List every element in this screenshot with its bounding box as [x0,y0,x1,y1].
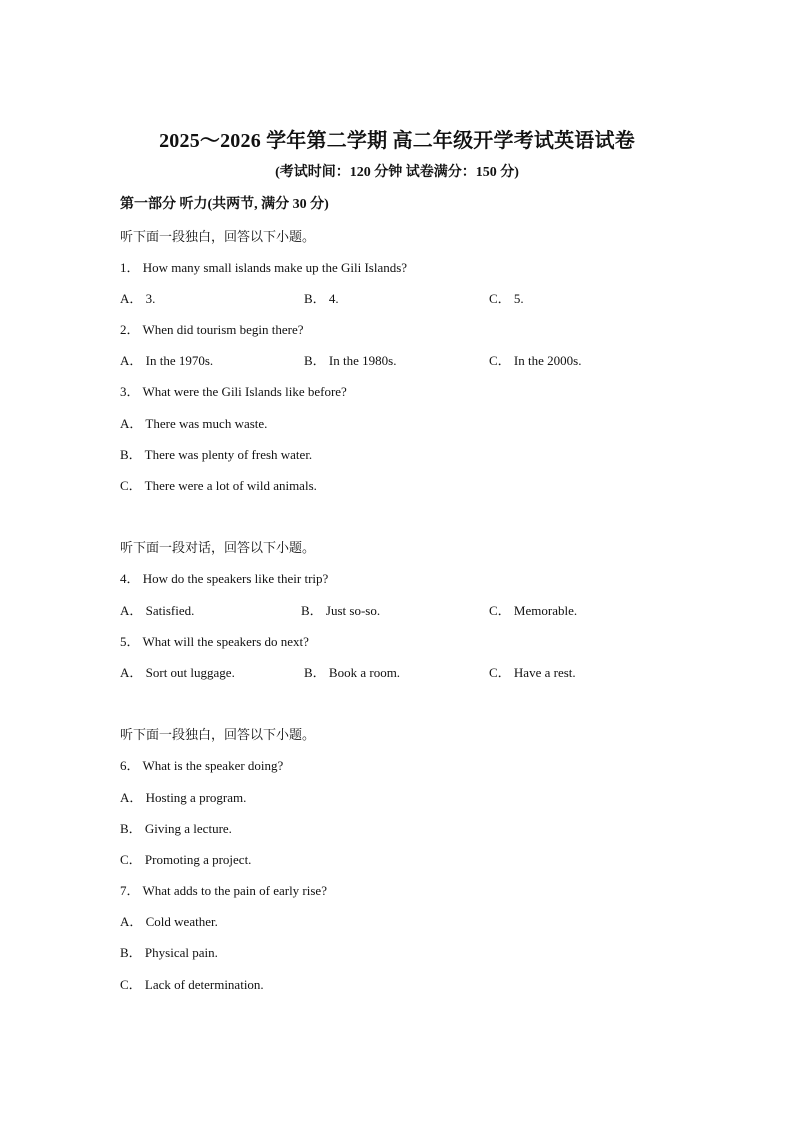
question-6-stem: 6． What is the speaker doing? [120,758,284,773]
question-7-option-b: B． Physical pain. [120,945,218,960]
question-4-option-a: A． Satisfied. [120,603,195,618]
exam-subtitle: (考试时间：120 分钟 试卷满分：150 分) [275,165,519,180]
question-7-option-a: A． Cold weather. [120,914,218,929]
question-4-stem: 4． How do the speakers like their trip? [120,571,329,586]
question-2-option-b: B． In the 1980s. [304,353,397,368]
question-3-option-c: C． There were a lot of wild animals. [120,478,317,493]
question-1-stem: 1． How many small islands make up the Gili Islands? [120,260,408,275]
question-5-option-b: B． Book a room. [304,665,401,680]
question-5-option-c: C． Have a rest. [489,665,576,680]
question-4-option-b: B． Just so-so. [301,603,381,618]
question-1-option-a: A． 3. [120,291,156,306]
question-6-option-b: B． Giving a lecture. [120,821,232,836]
question-6-option-c: C． Promoting a project. [120,852,252,867]
section-heading: 第一部分 听力(共两节, 满分 30 分) [120,197,329,212]
question-3-option-a: A． There was much waste. [120,416,268,431]
question-5-stem: 5． What will the speakers do next? [120,634,309,649]
question-7-option-c: C． Lack of determination. [120,977,264,992]
question-4-option-c: C． Memorable. [489,603,578,618]
question-2-option-c: C． In the 2000s. [489,353,582,368]
question-2-stem: 2． When did tourism begin there? [120,322,304,337]
group-2-intro: 听下面一段对话，回答以下小题。 [120,540,316,555]
question-1-option-c: C． 5. [489,291,524,306]
group-3-intro: 听下面一段独白，回答以下小题。 [120,727,316,742]
question-5-option-a: A． Sort out luggage. [120,665,235,680]
question-7-stem: 7． What adds to the pain of early rise? [120,883,327,898]
question-3-stem: 3． What were the Gili Islands like before? [120,384,347,399]
exam-title: 2025～2026 学年第二学期 高二年级开学考试英语试卷 [159,130,635,152]
question-6-option-a: A． Hosting a program. [120,790,247,805]
question-1-option-b: B． 4. [304,291,339,306]
question-3-option-b: B． There was plenty of fresh water. [120,447,313,462]
group-1-intro: 听下面一段独白，回答以下小题。 [120,229,316,244]
question-2-option-a: A． In the 1970s. [120,353,214,368]
